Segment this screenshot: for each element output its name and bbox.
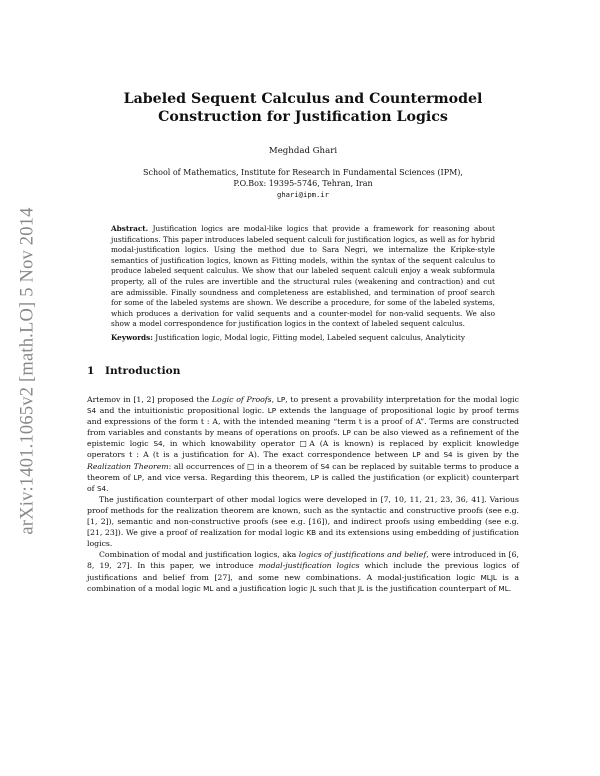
section-heading: [87, 365, 180, 377]
arxiv-side-label: [14, 178, 42, 564]
abstract: [111, 224, 495, 330]
affiliation-line-1: School of Mathematics, Institute for Research in Fundamental Sciences (IPM),: [143, 168, 463, 177]
keywords-text: Justification logic, Modal logic, Fitting model, Labeled sequent calculus, Analyticity: [155, 333, 465, 342]
affiliation-block: [87, 167, 519, 200]
arxiv-identifier: arXiv:1401.1065v2 [math.LO] 5 Nov 2014: [17, 207, 38, 535]
keywords: [111, 333, 495, 344]
section-body: [87, 394, 519, 594]
section-title: Introduction: [105, 365, 181, 377]
section-number: 1: [87, 365, 95, 377]
author-email: ghari@ipm.ir: [277, 190, 329, 199]
affiliation-line-2: P.O.Box: 19395-5746, Tehran, Iran: [233, 179, 373, 188]
paragraph-3: Combination of modal and justification logics, aka logics of justifications and belief, were introduced in [6, 8, 19, 27]. In this paper, we introduce modal-justification logics which include the previous logics of justifications and belief from [27], and some new combinations. A modal-justification logic MLJL is a combination of a modal logic ML and a justification logic JL such that JL is the justification counterpart of ML.: [87, 550, 520, 593]
abstract-text: Justification logics are modal-like logics that provide a framework for reasoning about justifications. This paper introduces labeled sequent calculi for justification logics, as well as for hybrid modal-justification logics. Using the method due to Sara Negri, we internalize the Kripke-style semantics of justification logics, known as Fitting models, within the syntax of the sequent calculus to produce labeled sequent calculus. We show that our labeled sequent calculi enjoy a weak subformula property, all of the rules are invertible and the structural rules (weakening and contraction) and cut are admissible. Finally soundness and completeness are established, and termination of proof search for some of the labeled systems are shown. We describe a procedure, for some of the labeled systems, which produces a derivation for valid sequents and a counter-model for non-valid sequents. We also show a model correspondence for justification logics in the context of labeled sequent calculus.: [111, 224, 495, 329]
author-name: Meghdad Ghari: [268, 146, 338, 156]
abstract-label: Abstract.: [111, 224, 149, 233]
paragraph-2: The justification counterpart of other modal logics were developed in [7, 10, 11, 21, 23, 36, 41]. Various proof methods for the realization theorem are known, such as the syntactic and constructive proofs (see e.g. [1, 2]), semantic and non-constructive proofs (see e.g. [16]), and indirect proofs using embedding (see e.g. [21, 23]). We give a proof of realization for modal logic KB and its extensions using embedding of justification logics.: [87, 494, 519, 549]
keywords-label: Keywords:: [111, 333, 153, 342]
paper-title: Labeled Sequent Calculus and Countermodel Construction for Justification Logics: [123, 91, 483, 125]
paragraph-1: Artemov in [1, 2] proposed the Logic of Proofs, LP, to present a provability interpretation for the modal logic S4 and the intuitionistic propositional logic. LP extends the language of propositional logic by proof terms and expressions of the form t : A, with the intended meaning “term t is a proof of A”. Terms are constructed from variables and constants by means of operations on proofs. LP can be also viewed as a refinement of the epistemic logic S4, in which knowability operator □A (A is known) is replaced by explicit knowledge operators t : A (t is a justification for A). The exact correspondence between LP and S4 is given by the Realization Theorem: all occurrences of □ in a theorem of S4 can be replaced by suitable terms to produce a theorem of LP, and vice versa. Regarding this theorem, LP is called the justification (or explicit) counterpart of S4.: [87, 395, 519, 493]
